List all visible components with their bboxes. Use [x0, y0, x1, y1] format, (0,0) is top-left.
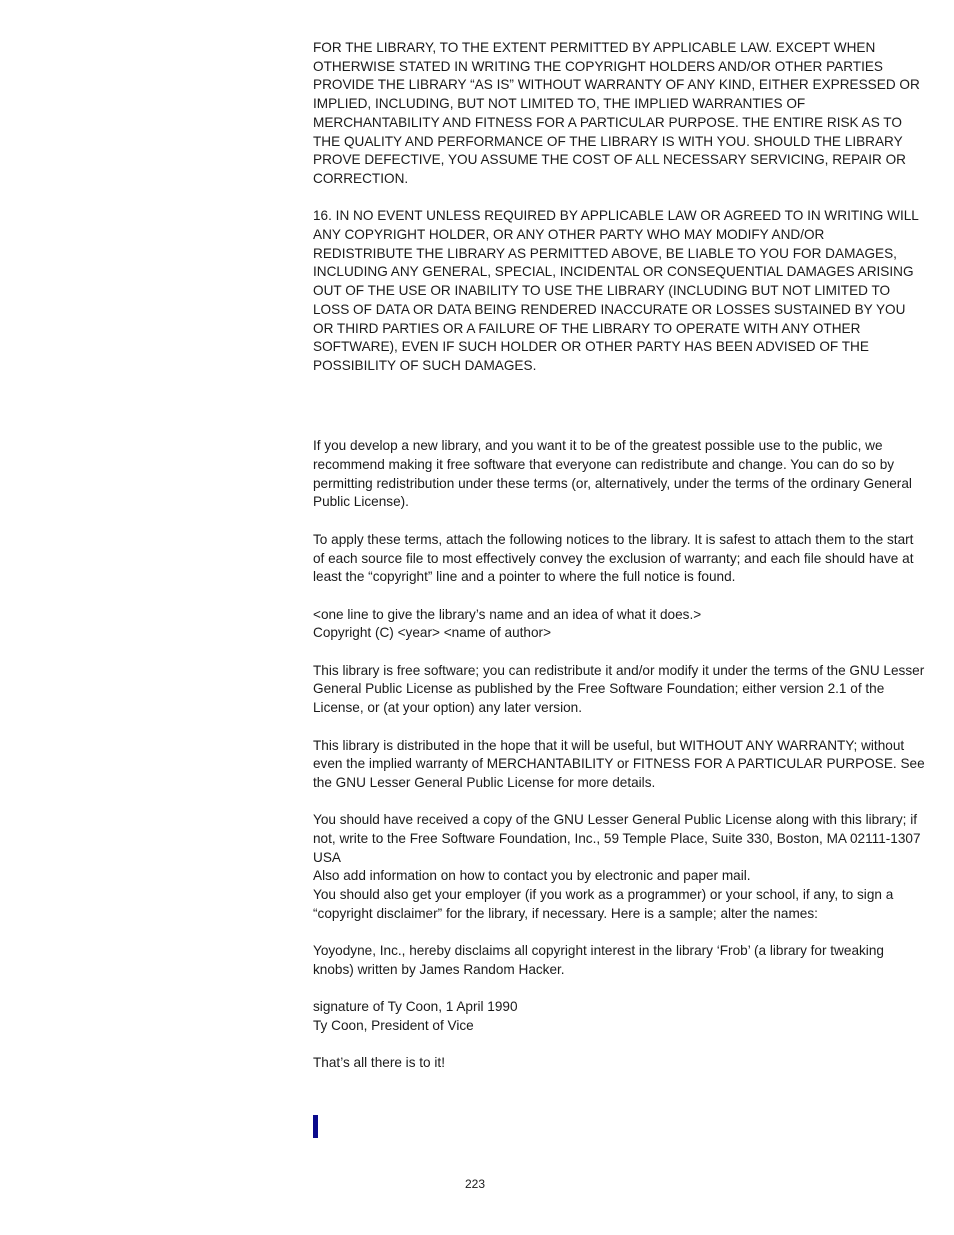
how-to-apply-intro-paragraph: If you develop a new library, and you want it to be of the greatest possible use to the public, we recommend making it free software that everyone can redistribute and change. You can do so by permitting redistribution under these terms (or, alternatively, under the terms of the ordinary General Public License).: [313, 438, 912, 510]
copyright-disclaimer-sample: Yoyodyne, Inc., hereby disclaims all copyright interest in the library ‘Frob’ (a library for tweaking knobs) written by James Random Hacker.: [313, 943, 884, 977]
license-copy-paragraph: You should have received a copy of the GNU Lesser General Public License along with this library; if not, write to the Free Software Foundation, Inc., 59 Temple Place, Suite 330, Boston, MA 02111-1307 USA Also add information on how to contact you by electronic and paper mail. You should also get your employer (if you work as a programmer) or your school, if any, to sign a “copyright disclaimer” for the library, if necessary. Here is a sample; alter the names:: [313, 812, 921, 921]
page-number: 223: [464, 1177, 486, 1191]
free-software-notice-paragraph: This library is free software; you can redistribute it and/or modify it under the terms of the GNU Lesser General Public License as published by the Free Software Foundation; either version 2.1 of the License, or (at your option) any later version.: [313, 662, 925, 716]
copyright-notice-template: <one line to give the library’s name and an idea of what it does.> Copyright (C) <year> <name of author>: [313, 606, 702, 641]
warranty-disclaimer-paragraph: FOR THE LIBRARY, TO THE EXTENT PERMITTED BY APPLICABLE LAW. EXCEPT WHEN OTHERWISE STATED IN WRITING THE COPYRIGHT HOLDERS AND/OR OTHER PARTIES PROVIDE THE LIBRARY “AS IS” WITHOUT WARRANTY OF ANY KIND, EITHER EXPRESSED OR IMPLIED, INCLUDING, BUT NOT LIMITED TO, THE IMPLIED WARRANTIES OF MERCHANTABILITY AND FITNESS FOR A PARTICULAR PURPOSE. THE ENTIRE RISK AS TO THE QUALITY AND PERFORMANCE OF THE LIBRARY IS WITH YOU. SHOULD THE LIBRARY PROVE DEFECTIVE, YOU ASSUME THE COST OF ALL NECESSARY SERVICING, REPAIR OR CORRECTION.: [313, 40, 920, 186]
section-gap: [313, 394, 925, 437]
document-body: [313, 39, 925, 1073]
signature-block: signature of Ty Coon, 1 April 1990 Ty Coon, President of Vice: [313, 999, 518, 1034]
limitation-of-liability-paragraph: 16. IN NO EVENT UNLESS REQUIRED BY APPLICABLE LAW OR AGREED TO IN WRITING WILL ANY COPYRIGHT HOLDER, OR ANY OTHER PARTY WHO MAY MODIFY AND/OR REDISTRIBUTE THE LIBRARY AS PERMITTED ABOVE, BE LIABLE TO YOU FOR DAMAGES, INCLUDING ANY GENERAL, SPECIAL, INCIDENTAL OR CONSEQUENTIAL DAMAGES ARISING OUT OF THE USE OR INABILITY TO USE THE LIBRARY (INCLUDING BUT NOT LIMITED TO LOSS OF DATA OR DATA BEING RENDERED INACCURATE OR LOSSES SUSTAINED BY YOU OR THIRD PARTIES OR A FAILURE OF THE LIBRARY TO OPERATE WITH ANY OTHER SOFTWARE), EVEN IF SUCH HOLDER OR OTHER PARTY HAS BEEN ADVISED OF THE POSSIBILITY OF SUCH DAMAGES.: [313, 208, 919, 373]
page-number-footer: [0, 1177, 954, 1191]
attach-notices-paragraph: To apply these terms, attach the following notices to the library. It is safest to attach them to the start of each source file to most effectively convey the exclusion of warranty; and each file should have at least the “copyright” line and a pointer to where the full notice is found.: [313, 531, 914, 585]
accent-bar: [313, 1115, 318, 1138]
no-warranty-notice-paragraph: This library is distributed in the hope that it will be useful, but WITHOUT ANY WARRANTY; without even the implied warranty of MERCHANTABILITY or FITNESS FOR A PARTICULAR PURPOSE. See the GNU Lesser General Public License for more details.: [313, 737, 925, 790]
closing-line: That’s all there is to it!: [313, 1055, 445, 1071]
